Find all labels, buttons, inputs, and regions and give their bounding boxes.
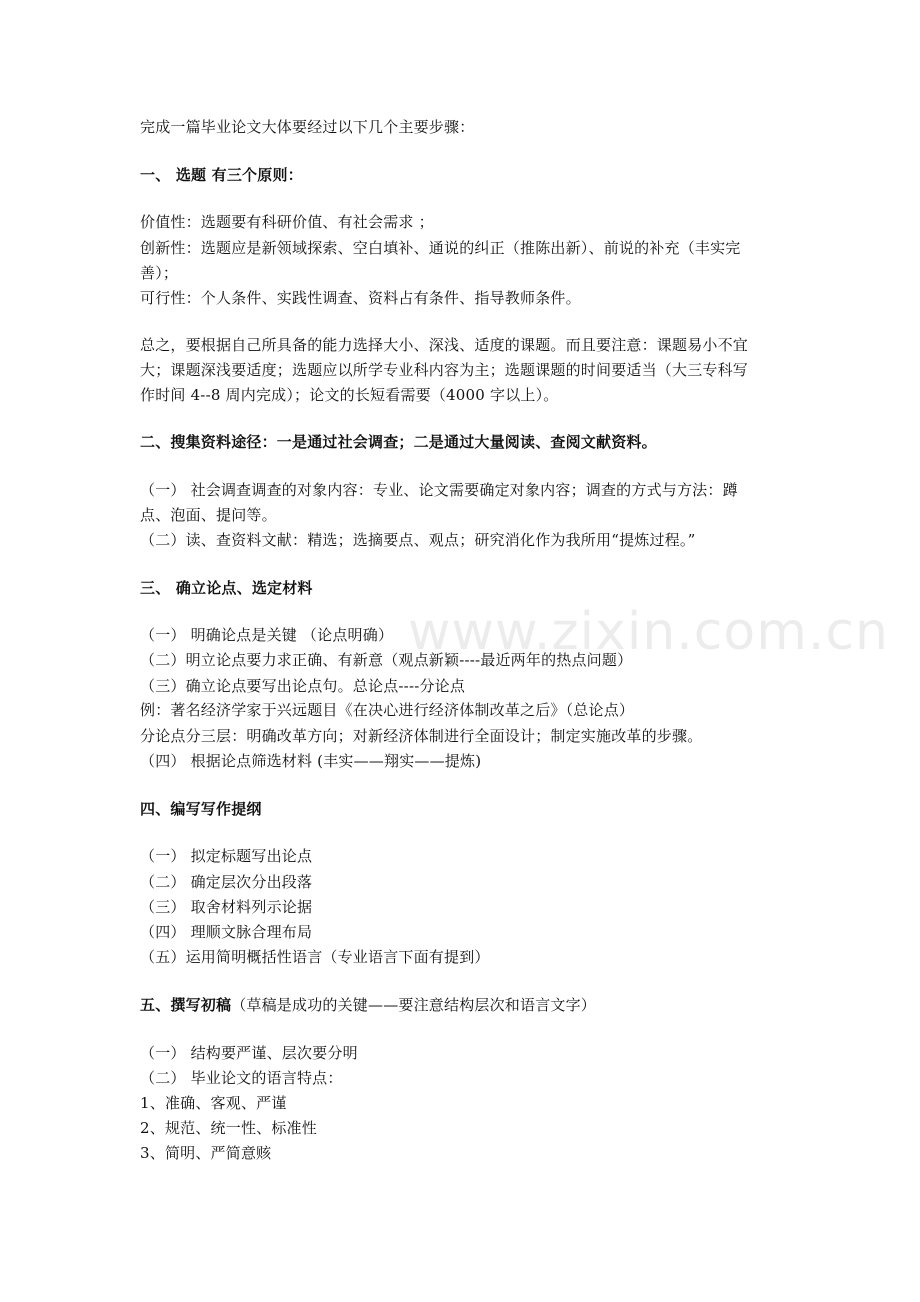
- summary-line-1: 总之，要根据自己所具备的能力选择大小、深浅、适度的课题。而且要注意：课题易小不宜: [140, 336, 749, 354]
- reading-line: （二）读、查资料文献：精选；选摘要点、观点；研究消化作为我所用“提炼过程。”: [140, 531, 696, 549]
- thesis-item-1: （一） 明确论点是关键 （论点明确）: [140, 626, 394, 644]
- criterion-innovation-cont: 善）；: [140, 264, 179, 282]
- draft-item-2: （二） 毕业论文的语言特点：: [140, 1069, 343, 1087]
- section-1-heading: 一、 选题 有三个原则：: [140, 166, 303, 184]
- section-4-heading: 四、编写写作提纲: [140, 800, 262, 818]
- intro-line: 完成一篇毕业论文大体要经过以下几个主要步骤：: [140, 118, 475, 136]
- section-2-heading: 二、搜集资料途径：一是通过社会调查；二是通过大量阅读、查阅文献资料。: [140, 433, 657, 451]
- thesis-example: 例：著名经济学家于兴远题目《在决心进行经济体制改革之后》（总论点）: [140, 701, 635, 719]
- survey-line-2: 点、泡面、提问等。: [140, 506, 277, 524]
- section-3-heading: 三、 确立论点、选定材料: [140, 579, 313, 597]
- thesis-item-4: （四） 根据论点筛选材料 (丰实——翔实——提炼): [140, 752, 482, 770]
- outline-item-5: （五）运用简明概括性语言（专业语言下面有提到）: [140, 948, 490, 966]
- criterion-value: 价值性：选题要有科研价值、有社会需求 ；: [140, 213, 434, 231]
- language-trait-3: 3、简明、严简意赅: [140, 1144, 272, 1162]
- language-trait-2: 2、规范、统一性、标准性: [140, 1119, 317, 1137]
- section-5-heading: 五、撰写初稿: [140, 996, 232, 1014]
- outline-item-3: （三） 取舍材料列示论据: [140, 898, 313, 916]
- section-5-heading-note: （草稿是成功的关键——要注意结构层次和语言文字）: [231, 996, 597, 1014]
- survey-line-1: （一） 社会调查调查的对象内容：专业、论文需要确定对象内容；调查的方式与方法：蹲: [140, 481, 738, 499]
- outline-item-1: （一） 拟定标题写出论点: [140, 847, 313, 865]
- thesis-item-3: （三）确立论点要写出论点句。总论点----分论点: [140, 677, 466, 695]
- draft-item-1: （一） 结构要严谨、层次要分明: [140, 1044, 358, 1062]
- thesis-sub-points: 分论点分三层：明确改革方向；对新经济体制进行全面设计；制定实施改革的步骤。: [140, 727, 703, 745]
- outline-item-2: （二） 确定层次分出段落: [140, 873, 313, 891]
- outline-item-4: （四） 理顺文脉合理布局: [140, 923, 313, 941]
- summary-line-2: 大；课题深浅要适度；选题应以所学专业科内容为主；选题课题的时间要适当（大三专科写: [140, 361, 749, 379]
- language-trait-1: 1、准确、客观、严谨: [140, 1094, 287, 1112]
- section-5-heading-line: [140, 995, 596, 1015]
- thesis-item-2: （二）明立论点要力求正确、有新意（观点新颖----最近两年的热点问题）: [140, 651, 633, 669]
- watermark: www.zixin.com.cn: [408, 602, 889, 662]
- criterion-innovation: 创新性：选题应是新领域探索、空白填补、通说的纠正（推陈出新）、前说的补充（丰实完: [140, 239, 741, 257]
- summary-line-3: 作时间 4--8 周内完成）；论文的长短看需要（4000 字以上）。: [140, 386, 559, 404]
- criterion-feasibility: 可行性：个人条件、实践性调查、资料占有条件、指导教师条件。: [140, 289, 581, 307]
